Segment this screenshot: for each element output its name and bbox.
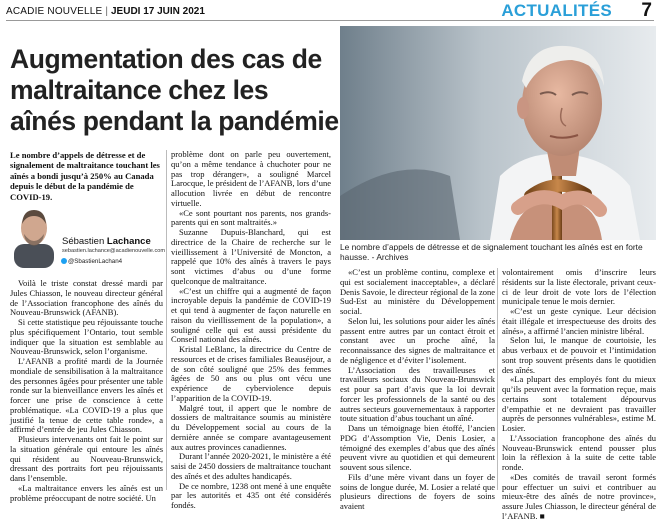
paragraph: L’Association des travailleuses et travailleurs sociaux du Nouveau-Brunswick est pour sa part d’avis que la loi devrait forcer les professionnels de la santé ou des autres secteurs gouvernementaux à rapporter toute situation d’abus touchant un aîné. (340, 364, 495, 424)
paragraph: Selon lui, le manque de courtoisie, les abus verbaux et de pouvoir et l’intimidation sont trop souvent présents dans le quotidien des aînés. (502, 335, 656, 375)
paragraph: «Ce sont pourtant nos parents, nos grands-parents qui en sont maltraités.» (171, 207, 331, 228)
paragraph: Durant l’année 2020-2021, le ministère a été saisi de 2450 dossiers de maltraitance touchant des aînés et des adultes handicapés. (171, 451, 331, 481)
elderly-man-photo (340, 26, 656, 240)
author-twitter-handle[interactable]: @SbastienLachan4 (68, 258, 123, 265)
article-column-1 (10, 279, 163, 503)
paragraph: Kristal LeBlanc, la directrice du Centre de ressources et de crises familiales Beauséjour, a de son côté souligné que 25% des femmes âgées de 50 ans ou plus ont vécu une expérience de cyberviolence depuis l’apparition de la COVID-19. (171, 344, 331, 403)
issue-date: JEUDI 17 JUIN 2021 (110, 6, 205, 17)
author-first-name: Sébastien (62, 236, 105, 247)
column-divider (497, 268, 498, 490)
masthead (6, 0, 654, 21)
paragraph: «Des comités de travail seront formés pour effectuer un suivi et contribuer au mieux-être des aînés de notre province», assure Jules Chiasson, le directeur général de l’AFANB. ■ (502, 471, 656, 521)
newspaper-name: ACADIE NOUVELLE (6, 6, 103, 17)
paragraph: «La plupart des employés font du mieux qu’ils peuvent avec la formation reçue, mais certains sont totalement dépourvus d’empathie et ne devraient pas travailler auprès de personnes vulnérables», estime M. Losier. (502, 374, 656, 433)
masthead-separator: | (105, 6, 108, 17)
paragraph: volontairement omis d’inscrire leurs résidents sur la liste électorale, privant ceux-ci de leur droit de vote lors de l’élection municipale tenue le mois dernier. (502, 267, 656, 307)
article-column-4 (502, 268, 656, 522)
author-name (62, 236, 151, 247)
author-byline (10, 204, 166, 274)
paragraph: «C’est un problème continu, complexe et qui est socialement inacceptable», a déclaré Denis Savoie, le directeur régional de la zone Sud-Est au ministère du Développement social. (340, 267, 495, 316)
paragraph: Si cette statistique peu réjouissante touche plus spécifiquement l’Ontario, tout semble indiquer que la situation est semblable au Nouveau-Brunswick, selon l’organisme. (10, 317, 163, 357)
column-divider (166, 150, 167, 490)
paragraph: «C’est un geste cynique. Leur décision était illégale et irrespectueuse des droits des aînés», a affirmé l’ancien ministre libéral. (502, 306, 656, 336)
article-column-3 (340, 268, 495, 512)
article-lead: Le nombre d’appels de détresse et de signalement de maltraitance touchant les aînés a bondi jusqu’à 250% au Canada depuis le début de la pandémie de COVID-19. (10, 150, 160, 202)
article-photo (340, 26, 656, 240)
photo-caption: Le nombre d’appels de détresse et de signalement touchant les aînés est en forte hausse. - Archives (340, 242, 643, 262)
paragraph: De ce nombre, 1238 ont mené à une enquête par les autorités et 435 ont été considérés fondés. (171, 480, 331, 510)
paragraph: «La maltraitance envers les aînés est un problème préoccupant de notre société. Un (10, 482, 163, 503)
author-photo (14, 204, 54, 268)
paragraph: «C’est un chiffre qui a augmenté de façon incroyable depuis la pandémie de COVID-19 et qui tend à augmenter de façon naturelle en raison du vieillissement de la population», a souligné celle qui est aussi présidente du Conseil national des aînés. (171, 285, 331, 345)
author-email[interactable]: sebastien.lachance@acadienouvelle.com (62, 248, 166, 254)
page-number: 7 (641, 0, 652, 21)
paragraph: L’Association francophone des aînés du Nouveau-Brunswick entend pousser plus loin la réflexion à la suite de cette table ronde. (502, 432, 656, 472)
article-column-2 (171, 150, 331, 511)
article-headline: Augmentation des cas de maltraitance chez les aînés pendant la pandémie (10, 44, 339, 136)
paragraph: Dans un témoignage bien étoffé, l’ancien PDG d’Assomption Vie, Denis Losier, a témoigné des exemples d’abus que des aînés peuvent vivre au quotidien et qui demeurent souvent sous silence. (340, 423, 495, 472)
paragraph: Suzanne Dupuis-Blanchard, qui est directrice de la Chaire de recherche sur le vieillissement à l’Université de Moncton, a rappelé que 10% des aînés à travers le pays sont victimes d’abus ou d’une forme quelconque de maltraitance. (171, 227, 331, 286)
paragraph: Selon lui, les solutions pour aider les aînés passent entre autres par un contact étroit et constant avec un proche aîné, la reconnaissance des signes de maltraitance et de négligence et d’éviter l’isolement. (340, 315, 495, 365)
author-last-name: Lachance (106, 236, 151, 247)
paragraph: Voilà le triste constat dressé mardi par Jules Chiasson, le nouveau directeur général de l’Association francophone des aînés du Nouveau-Brunswick (AFANB). (10, 278, 163, 318)
paragraph: L’AFANB a profité mardi de la Journée mondiale de sensibilisation à la maltraitance des personnes âgées pour présenter une table ronde sur la bienveillance envers les aînés et forcer une prise de conscience à cette problématique. «La COVID-19 a plus que justifié la tenue de cette table ronde», a affirmé d’entrée de jeu Jules Chiasson. (10, 356, 163, 435)
twitter-icon (61, 258, 67, 264)
paragraph: Plusieurs intervenants ont fait le point sur la situation générale qui entoure les aînés qui résident au Nouveau-Brunswick, dressant des portraits fort peu réjouissants dans l’ensemble. (10, 434, 163, 483)
paragraph: problème dont on parle peu ouvertement, qu’on a même tendance à chuchoter pour ne pas trop déranger», a souligné Marcel Larocque, le président de l’AFANB, lors d’une allocution livrée en début de rencontre virtuelle. (171, 149, 331, 208)
paragraph: Fils d’une mère vivant dans un foyer de soins de longue durée, M. Losier a relaté que plusieurs directions de foyers de soins avaient (340, 471, 495, 511)
section-title: ACTUALITÉS (501, 1, 612, 20)
paragraph: Malgré tout, il appert que le nombre de dossiers de maltraitance soumis au ministère du Développement social au cours de la dernière année se compare avantageusement aux autres provinces canadiennes. (171, 402, 331, 452)
